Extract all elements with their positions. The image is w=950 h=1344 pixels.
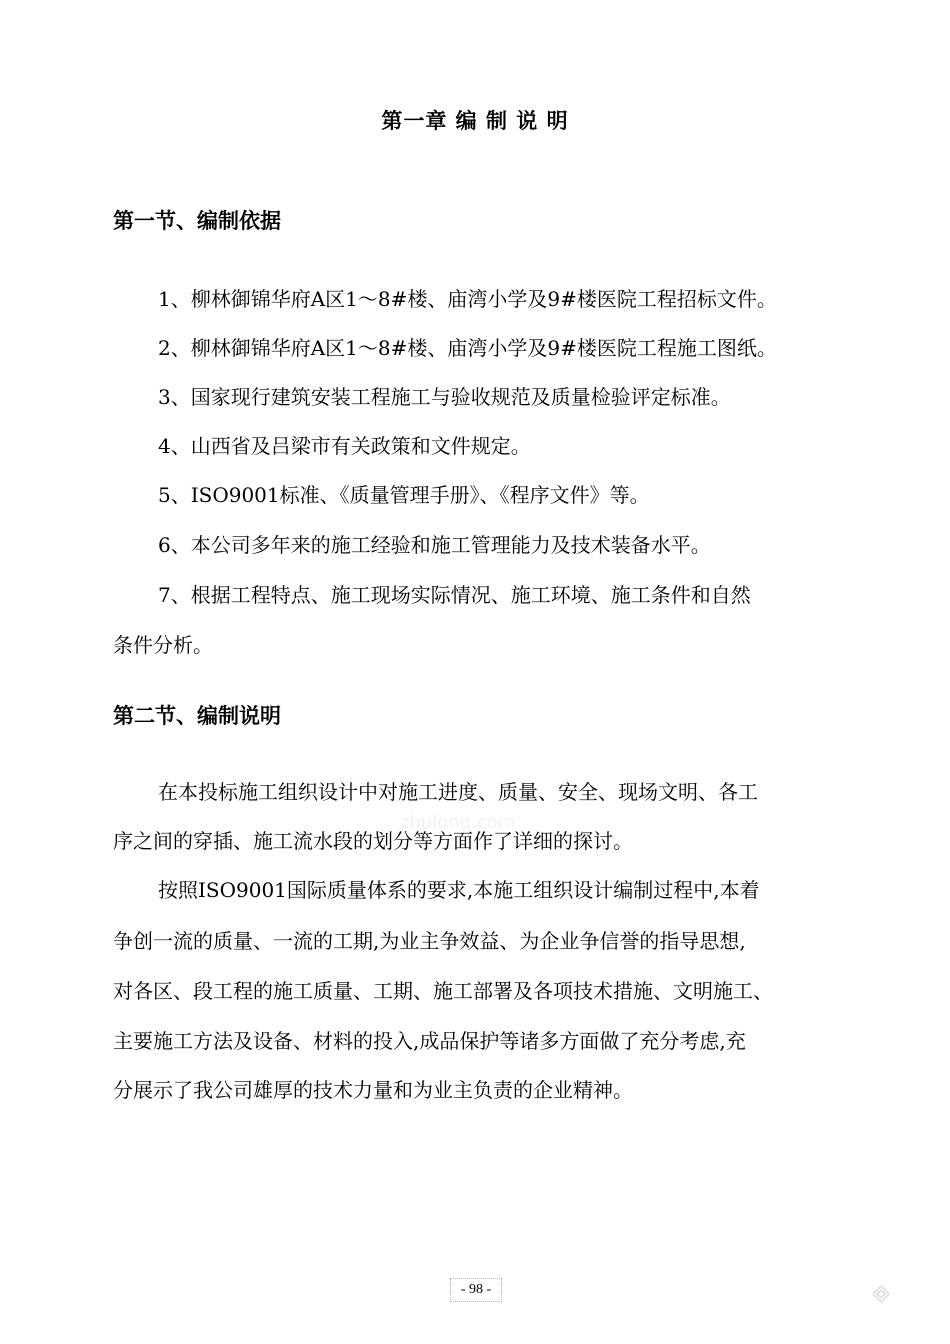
basis-item-3: 3、国家现行建筑安装工程施工与验收规范及质量检验评定标准。 xyxy=(158,385,731,409)
section-title-explanation: 第二节、编制说明 xyxy=(113,703,281,728)
explanation-para2-line4: 主要施工方法及设备、材料的投入,成品保护等诸多方面做了充分考虑,充 xyxy=(113,1029,746,1053)
watermark-text: zhulong.com xyxy=(400,812,516,833)
basis-item-7: 7、根据工程特点、施工现场实际情况、施工环境、施工条件和自然 xyxy=(158,583,751,607)
basis-item-6: 6、本公司多年来的施工经验和施工管理能力及技术装备水平。 xyxy=(158,533,711,557)
basis-item-1: 1、柳林御锦华府A区1～8#楼、庙湾小学及9#楼医院工程招标文件。 xyxy=(158,287,777,311)
basis-item-7-continued: 条件分析。 xyxy=(113,633,213,657)
section-title-basis: 第一节、编制依据 xyxy=(113,208,281,233)
basis-item-5: 5、ISO9001标准、《质量管理手册》、《程序文件》等。 xyxy=(158,483,650,507)
page-number-box xyxy=(450,1278,502,1302)
explanation-para2-line5: 分展示了我公司雄厚的技术力量和为业主负责的企业精神。 xyxy=(113,1078,633,1102)
basis-item-2: 2、柳林御锦华府A区1～8#楼、庙湾小学及9#楼医院工程施工图纸。 xyxy=(158,336,777,360)
explanation-para2-line3: 对各区、段工程的施工质量、工期、施工部署及各项技术措施、文明施工、 xyxy=(113,979,773,1003)
explanation-para2-line1: 按照ISO9001国际质量体系的要求,本施工组织设计编制过程中,本着 xyxy=(158,878,760,902)
chapter-title: 第一章 编 制 说 明 xyxy=(381,108,569,133)
page-number: - 98 - xyxy=(460,1282,492,1297)
explanation-para1-line1: 在本投标施工组织设计中对施工进度、质量、安全、现场文明、各工 xyxy=(158,780,758,804)
explanation-para1-line2: 序之间的穿插、施工流水段的划分等方面作了详细的探讨。 xyxy=(113,829,633,853)
diamond-ornament-icon xyxy=(873,1286,889,1302)
explanation-para2-line2: 争创一流的质量、一流的工期,为业主争效益、为企业争信誉的指导思想, xyxy=(113,929,746,953)
basis-item-4: 4、山西省及吕梁市有关政策和文件规定。 xyxy=(158,434,531,458)
